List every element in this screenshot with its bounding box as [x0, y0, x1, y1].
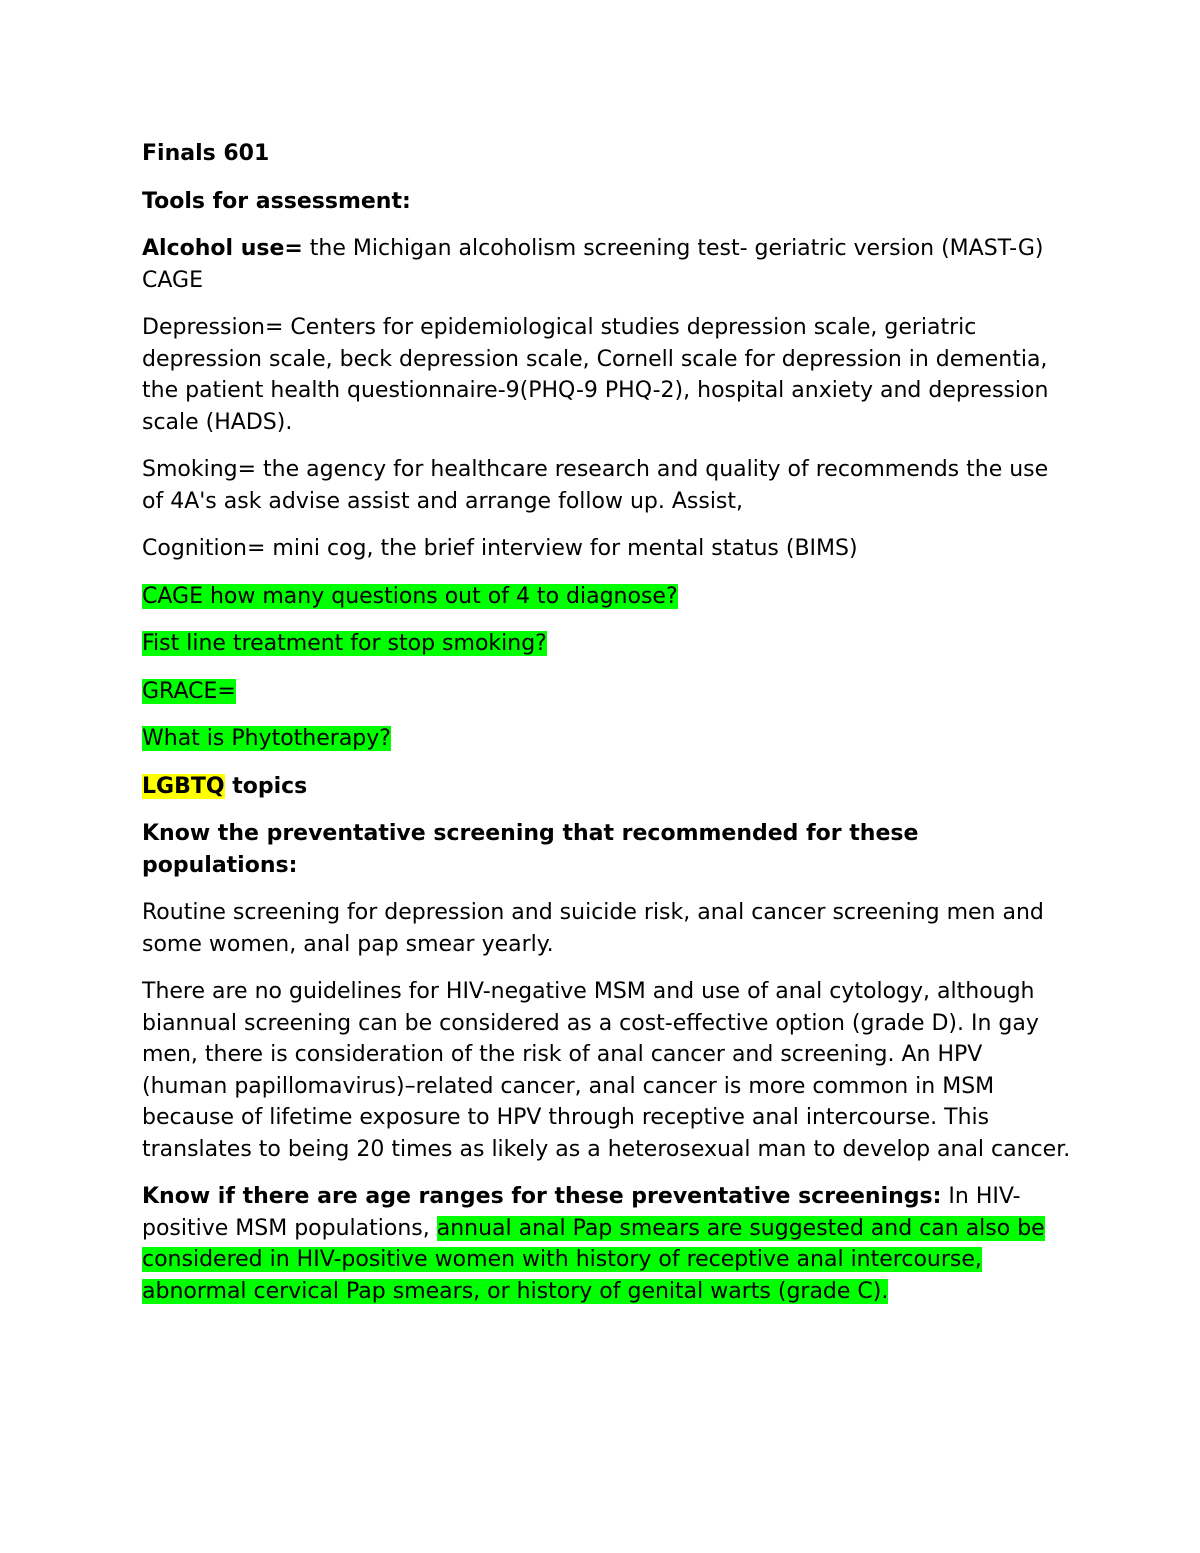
age-ranges-text: In HIV-positive MSM populations, — [142, 1184, 1021, 1241]
cognition-paragraph: Cognition= mini cog, the brief interview for mental status (BIMS) — [142, 536, 858, 561]
tools-heading: Tools for assessment: — [142, 188, 411, 214]
alcohol-label: Alcohol use= — [142, 236, 303, 261]
question-grace — [142, 676, 1072, 708]
question-phytotherapy-text: What is Phytotherapy? — [142, 726, 391, 751]
age-ranges-paragraph — [142, 1181, 1072, 1307]
preventative-heading: Know the preventative screening that recommended for these populations: — [142, 821, 919, 878]
alcohol-text: the Michigan alcoholism screening test- geriatric version (MAST-G) CAGE — [142, 236, 1044, 293]
question-grace-text: GRACE= — [142, 678, 236, 704]
age-ranges-label: Know if there are age ranges for these preventative screenings: — [142, 1184, 942, 1209]
guidelines-paragraph: There are no guidelines for HIV-negative MSM and use of anal cytology, although biannual screening can be considered as a cost-effective option (grade D). In gay men, there is consideration of the risk of anal cancer and screening. An HPV (human papillomavirus)–related cancer, anal cancer is more common in MSM because of lifetime exposure to HPV through receptive anal intercourse. This translates to being 20 times as likely as a heterosexual man to develop anal cancer. — [142, 979, 1071, 1162]
question-smoking-text: Fist line treatment for stop smoking? — [142, 631, 547, 656]
question-phytotherapy — [142, 723, 1072, 755]
question-cage-text: CAGE how many questions out of 4 to diagnose? — [142, 583, 678, 609]
age-ranges-highlight: annual anal Pap smears are suggested and can also be considered in HIV-positive women with history of receptive anal intercourse, abnormal cervical Pap smears, or history of genital warts (grade C). — [142, 1215, 1045, 1304]
lgbtq-heading — [142, 771, 1072, 803]
routine-paragraph: Routine screening for depression and suicide risk, anal cancer screening men and some women, anal pap smear yearly. — [142, 900, 1044, 957]
alcohol-paragraph — [142, 233, 1072, 296]
question-cage — [142, 581, 1072, 613]
question-smoking — [142, 628, 1072, 660]
lgbtq-rest: topics — [224, 773, 308, 799]
smoking-paragraph: Smoking= the agency for healthcare research and quality of recommends the use of 4A's ask advise assist and arrange follow up. Assist, — [142, 457, 1049, 514]
document-title: Finals 601 — [142, 141, 270, 166]
lgbtq-highlight: LGBTQ — [142, 773, 225, 799]
document-page — [142, 138, 1072, 1323]
depression-paragraph: Depression= Centers for epidemiological studies depression scale, geriatric depression scale, beck depression scale, Cornell scale for depression in dementia, the patient health questionnaire-9(PHQ-9 PHQ-2), hospital anxiety and depression scale (HADS). — [142, 315, 1049, 435]
